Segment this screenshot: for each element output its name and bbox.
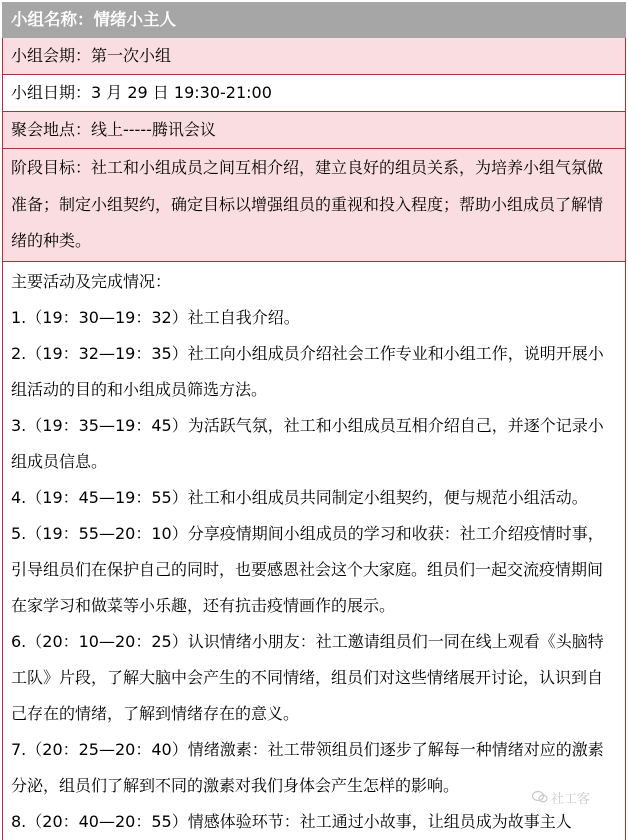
session-row [3,38,626,75]
activity-item: 5.（19：55—20：10）分享疫情期间小组成员的学习和收获：社工介绍疫情时事，引导组员们在保护自己的同时，也要感恩社会这个大家庭。组员们一起交流疫情期间在家学习和做菜等小乐趣，还有抗击疫情画作的展示。 [11,523,604,615]
activity-item: 7.（20：25—20：40）情绪激素：社工带领组员们逐步了解每一种情绪对应的激素分泌，组员们了解到不同的激素对我们身体会产生怎样的影响。 [11,739,604,795]
activities-title: 主要活动及完成情况： [11,271,172,291]
activity-item: 2.（19：32—19：35）社工向小组成员介绍社会工作专业和小组工作，说明开展小组活动的目的和小组成员筛选方法。 [11,343,604,399]
activities-cell [3,261,626,840]
date-cell: 小组日期：3 月 29 日 19:30-21:00 [3,75,626,112]
group-record-table [2,2,626,840]
goal-row [3,149,626,262]
header-row [3,3,626,38]
watermark-text: 社工客 [551,791,591,807]
activity-item: 6.（20：10—20：25）认识情绪小朋友：社工邀请组员们一同在线上观看《头脑特工队》片段，了解大脑中会产生的不同情绪，组员们对这些情绪展开讨论，认识到自己存在的情绪，了解到情绪存在的意义。 [11,631,604,723]
location-row [3,112,626,149]
session-cell: 小组会期：第一次小组 [3,38,626,75]
group-name-cell [3,3,626,38]
chat-bubble-icon [532,790,548,804]
activity-item: 4.（19：45—19：55）社工和小组成员共同制定小组契约，便与规范小组活动。 [11,487,588,507]
goal-cell: 阶段目标：社工和小组成员之间互相介绍，建立良好的组员关系，为培养小组气氛做准备；制定小组契约，确定目标以增强组员的重视和投入程度；帮助小组成员了解情绪的种类。 [3,149,626,262]
location-cell: 聚会地点：线上-----腾讯会议 [3,112,626,149]
activity-item: 1.（19：30—19：32）社工自我介绍。 [11,307,300,327]
activity-item: 3.（19：35—19：45）为活跃气氛，社工和小组成员互相介绍自己，并逐个记录小组成员信息。 [11,415,604,471]
group-name-value: 情绪小主人 [93,10,176,29]
watermark [532,786,590,808]
activity-item: 8.（20：40—20：55）情感体验环节：社工通过小故事，让组员成为故事主人 [11,811,572,831]
group-name-label: 小组名称： [11,10,94,29]
activities-row [3,261,626,840]
date-row [3,75,626,112]
